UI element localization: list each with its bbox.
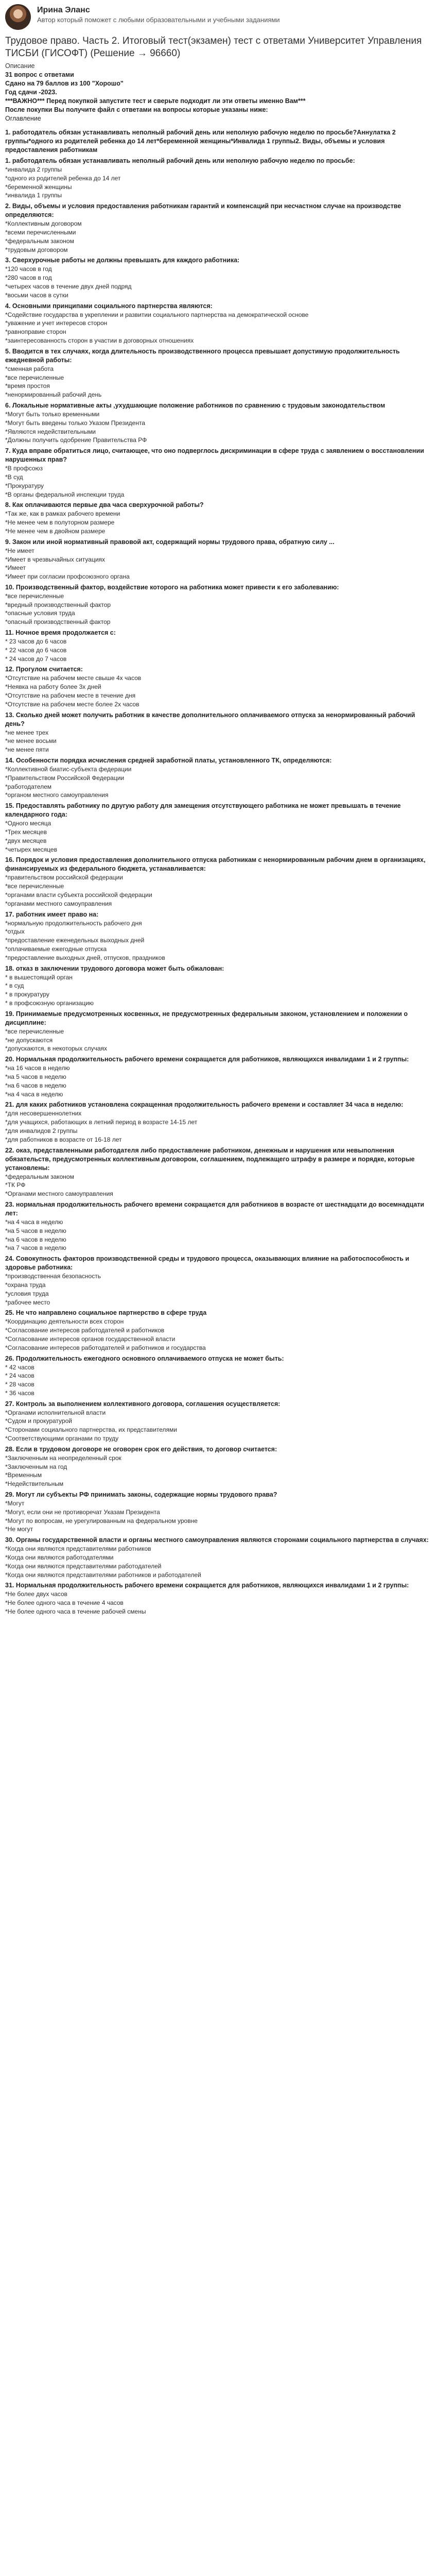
answer-option: *на 5 часов в неделю (5, 1073, 66, 1080)
question-text: 23. нормальная продолжительность рабочего времени сокращается для работников в возрасте от шестнадцати до восемнадцати лет: (5, 1200, 425, 1217)
answer-option: *Не более одного часа в течение рабочей смены (5, 1608, 146, 1616)
avatar[interactable] (5, 4, 31, 30)
answer-option: *В органы федеральной инспекции труда (5, 490, 125, 498)
answer-option: *допускаются, в некоторых случаях (5, 1045, 108, 1053)
question-block (5, 629, 431, 663)
answer-option: *Прокуратуру (5, 482, 44, 489)
question-text: 22. оказ, представленными работодателя либо предоставление работником, денежным и нарушения или невыполнения обязательств, предусмотренных коллективным договором, соглашением, подлежащего штрафу в размере и порядке, которые установлены: (5, 1146, 415, 1172)
answer-option: *сменная работа (5, 365, 54, 372)
question-block (5, 756, 431, 800)
answer-option: *опасные условия труда (5, 609, 75, 617)
answer-option: *время простоя (5, 382, 50, 390)
answer-option: *Когда они являются представителями работодателей (5, 1562, 162, 1570)
answer-option: *Судом и прокуратурой (5, 1417, 72, 1425)
answer-option: *на 4 часа в неделю (5, 1090, 63, 1098)
answer-option: *В профсоюз (5, 465, 43, 472)
question-text: 18. отказ в заключении трудового договора может быть обжалован: (5, 964, 224, 972)
answer-option: *на 6 часов в неделю (5, 1235, 66, 1243)
question-block (5, 1536, 431, 1579)
question-block (5, 1100, 431, 1144)
question-text: 11. Ночное время продолжается с: (5, 629, 116, 637)
answer-option: *Так же, как в рамках рабочего времени (5, 510, 120, 518)
question-text: 15. Предоставлять работнику по другую работу для замещения отсутствующего работника не может превышать в течение календарного года: (5, 802, 401, 819)
answer-option: *Трех месяцев (5, 828, 47, 836)
answer-option: *уважение и учет интересов сторон (5, 319, 108, 327)
question-text: 3. Сверхурочные работы не должны превышать для каждого работника: (5, 257, 240, 264)
description-line: Оглавление (5, 115, 41, 122)
question-block (5, 501, 431, 535)
answer-option: *федеральным законом (5, 237, 74, 245)
answer-option: *инвалида 2 группы (5, 166, 62, 173)
answer-option: *Могут быть введены только Указом Президента (5, 419, 145, 427)
question-text: 2. Виды, объемы и условия предоставления работникам гарантий и компенсаций при несчастном случае на производстве определяются: (5, 202, 402, 219)
question-text: 25. Не что направлено социальное партнерство в сфере труда (5, 1309, 207, 1317)
answer-option: *Должны получить одобрение Правительства РФ (5, 436, 147, 444)
answer-option: *все перечисленные (5, 1027, 64, 1035)
description-block (5, 71, 431, 123)
answer-option: *Могут по вопросам, не урегулированным на федеральном уровне (5, 1517, 198, 1524)
answer-option: *предоставление выходных дней, отпусков, праздников (5, 954, 165, 961)
author-card (5, 4, 431, 30)
answer-option: *не менее трех (5, 728, 49, 736)
answer-option: *Не могут (5, 1526, 33, 1533)
answer-option: *восьми часов в сутки (5, 291, 68, 299)
answer-option: *четырех месяцев (5, 845, 57, 853)
question-block (5, 401, 431, 445)
answer-option: *Не имеет (5, 547, 34, 554)
question-block (5, 583, 431, 626)
answer-option: *все перечисленные (5, 592, 64, 600)
answer-option: * в профсоюзную организацию (5, 999, 94, 1007)
answer-option: *Отсутствие на рабочем месте более 2х часов (5, 700, 139, 708)
answer-option: * в суд (5, 982, 24, 990)
answer-option: *Имеет в чрезвычайных ситуациях (5, 555, 106, 563)
answer-option: *четырех часов в течение двух дней подряд (5, 282, 132, 290)
question-block (5, 1146, 431, 1198)
answer-option: *предоставление еженедельных выходных дней (5, 937, 145, 944)
answer-option: *не менее восьми (5, 737, 57, 745)
answer-option: *заинтересованность сторон в участии в договорных отношениях (5, 336, 194, 344)
answer-option: *условия труда (5, 1290, 49, 1297)
question-text: 20. Нормальная продолжительность рабочего времени сокращается для работников, являющихся инвалидами 1 и 2 группы: (5, 1056, 409, 1063)
answer-option: *Могут, если они не противоречат Указам Президента (5, 1508, 160, 1516)
answer-option: *Органами местного самоуправления (5, 1190, 113, 1198)
answer-option: *для работников в возрасте от 16-18 лет (5, 1136, 122, 1143)
question-block (5, 964, 431, 1008)
answer-option: *Правительством Российской Федерации (5, 774, 125, 782)
question-text: 10. Производственный фактор, воздействие которого на работника может привести к его заболеванию: (5, 583, 339, 591)
question-text: 31. Нормальная продолжительность рабочего времени сокращается для работников, являющихся инвалидами 1 и 2 группы: (5, 1582, 409, 1589)
answer-option: *Не менее чем в полуторном размере (5, 519, 115, 527)
answer-option: * 36 часов (5, 1389, 34, 1397)
answer-option: *не допускаются (5, 1036, 53, 1044)
answer-option: *Сторонами социального партнерства, их представителями (5, 1426, 177, 1434)
answer-option: *органом местного самоуправления (5, 791, 109, 799)
question-block (5, 1581, 431, 1616)
answer-option: *одного из родителей ребенка до 14 лет (5, 174, 121, 182)
answer-option: *Имеет при согласии профсоюзного органа (5, 573, 130, 581)
description-label: Описание (5, 62, 35, 70)
question-text: 29. Могут ли субъекты РФ принимать законы, содержащие нормы трудового права? (5, 1491, 277, 1499)
question-text: 19. Принимаемые предусмотренных косвенных, не предусмотренных федеральным законом, установлением и положении о дисциплине: (5, 1010, 408, 1026)
question-block (5, 1055, 431, 1098)
author-info (37, 4, 280, 24)
answer-option: *Коллективной биатис-субъекта федерации (5, 766, 132, 773)
answer-option: *органами власти субъекта российской федерации (5, 891, 152, 899)
answer-option: *Не более одного часа в течение 4 часов (5, 1599, 124, 1607)
answer-option: *Согласование интересов работодателей и работников (5, 1327, 165, 1334)
answer-option: *ТК РФ (5, 1181, 26, 1189)
answer-option: *Не более двух часов (5, 1590, 67, 1598)
answer-option: *Неявка на работу более 3х дней (5, 683, 101, 691)
answer-option: *все перечисленные (5, 883, 64, 890)
question-text: 30. Органы государственной власти и органы местного самоуправления являются сторонами социального партнерства в случаях: (5, 1536, 429, 1544)
page-title: Трудовое право. Часть 2. Итоговый тест(экзамен) тест с ответами Университет Управления ТИСБИ (ГИСОФТ) (Решение → 96660) (5, 36, 422, 59)
question-text: 12. Прогулом считается: (5, 666, 83, 673)
answer-option: *Отсутствие на рабочем месте свыше 4х часов (5, 674, 142, 682)
question-block (5, 1309, 431, 1352)
answer-option: *Согласование интересов работодателей и работников и государства (5, 1344, 206, 1351)
answer-option: *на 5 часов в неделю (5, 1227, 66, 1234)
answer-option: *Могут быть только временными (5, 410, 100, 418)
answer-option: *Когда они являются работодателями (5, 1554, 114, 1562)
description-line: Год сдачи -2023. (5, 89, 57, 96)
question-block (5, 1490, 431, 1534)
question-block (5, 302, 431, 345)
answer-option: *федеральным законом (5, 1173, 74, 1180)
answer-option: *280 часов в год (5, 274, 52, 282)
question-block (5, 910, 431, 962)
answer-option: *все перечисленные (5, 374, 64, 381)
answer-option: *вредный производственный фактор (5, 601, 111, 608)
question-text: 1. работодатель обязан устанавливать неполный рабочий день или неполную рабочую неделю по просьбе: (5, 157, 355, 164)
description-line: ***ВАЖНО*** Перед покупкой запустите тест и сверьте подходит ли эти ответы именно Вам*** (5, 97, 306, 105)
question-text: 24. Совокупность факторов производственной среды и трудового процесса, оказывающих влияние на работоспособность и здоровье работника: (5, 1255, 409, 1272)
answer-option: * в вышестоящий орган (5, 973, 73, 981)
question-text: 27. Контроль за выполнением коллективного договора, соглашения осуществляется: (5, 1400, 281, 1408)
answer-option: *охрана труда (5, 1281, 46, 1289)
question-text: 14. Особенности порядка исчисления средней заработной платы, установленного ТК, определяются: (5, 757, 332, 765)
question-block (5, 711, 431, 754)
answer-option: *трудовым договором (5, 246, 68, 253)
answer-option: *правительством российской федерации (5, 874, 123, 882)
answer-option: *на 7 часов в неделю (5, 1244, 66, 1252)
description-line: Сдано на 79 баллов из 100 "Хорошо" (5, 80, 124, 87)
answer-option: *Временным (5, 1471, 42, 1479)
question-text: 7. Куда вправе обратиться лицо, считающее, что оно подверглось дискриминации в сфере труда с заявлением о восстановлении нарушенных прав? (5, 447, 424, 464)
answer-option: *не менее пяти (5, 746, 49, 754)
question-text: 26. Продолжительность ежегодного основного оплачиваемого отпуска не может быть: (5, 1354, 284, 1362)
question-block (5, 202, 431, 254)
answer-option: *производственная безопасность (5, 1273, 101, 1280)
question-block (5, 802, 431, 854)
answer-option: *ненормированный рабочий день (5, 391, 102, 399)
answer-option: *Отсутствие на рабочем месте в течение дня (5, 692, 136, 700)
answer-option: *В суд (5, 473, 23, 481)
question-text: 21. для каких работников установлена сокращенная продолжительность рабочего времени и составляет 34 часа в неделю: (5, 1101, 404, 1109)
answer-option: * 42 часов (5, 1363, 34, 1371)
answer-option: *на 4 часа в неделю (5, 1218, 63, 1226)
question-block (5, 856, 431, 908)
answer-option: *Заключенным на неопределенный срок (5, 1454, 121, 1462)
question-block (5, 538, 431, 581)
question-block (5, 347, 431, 399)
answer-option: *оплачиваемые ежегодные отпуска (5, 945, 107, 953)
answer-option: * в прокуратуру (5, 991, 49, 998)
description-line: 31 вопрос с ответами (5, 71, 74, 78)
answer-option: *двух месяцев (5, 837, 47, 844)
answer-option: *Когда они являются представителями работников (5, 1545, 151, 1553)
question-block (5, 665, 431, 708)
answer-option: *опасный производственный фактор (5, 618, 111, 626)
answer-option: *для инвалидов 2 группы (5, 1127, 78, 1134)
answer-option: *Коллективным договором (5, 220, 82, 228)
author-description: Автор который поможет с любыми образовательными и учебными заданиями (37, 16, 280, 24)
question-text: 4. Основными принципами социального партнерства являются: (5, 302, 213, 310)
question-text: 28. Если в трудовом договоре не оговорен срок его действия, то договор считается: (5, 1445, 277, 1453)
question-block (5, 1200, 431, 1252)
answer-option: *Заключенным на год (5, 1463, 67, 1470)
answer-option: *для несовершеннолетних (5, 1110, 82, 1117)
answer-option: *120 часов в год (5, 265, 52, 273)
answer-option: *Согласование интересов органов государственной власти (5, 1335, 176, 1343)
question-text: 5. Вводится в тех случаях, когда длительность производственного процесса превышает допустимую продолжительность ежедневной работы: (5, 347, 400, 364)
question-text: 16. Порядок и условия предоставления дополнительного отпуска работникам с ненормированным рабочим днем в организациях, финансируемых из федерального бюджета, устанавливается: (5, 856, 426, 873)
question-text: 17. работник имеет право на: (5, 910, 99, 918)
answer-option: *для учащихся, работающих в летний период в возрасте 14-15 лет (5, 1118, 198, 1126)
question-block (5, 256, 431, 299)
answer-option: *Являются недействительными (5, 428, 96, 435)
answer-option: *Недействительным (5, 1480, 64, 1488)
answer-option: *нормальную продолжительность рабочего дня (5, 919, 142, 927)
answer-option: *Могут (5, 1500, 25, 1507)
description-line: После покупки Вы получите файл с ответами на вопросы которые указаны ниже: (5, 106, 268, 113)
answer-option: *Не менее чем в двойном размере (5, 527, 106, 535)
answer-option: *на 16 часов в неделю (5, 1064, 70, 1072)
answer-option: *инвалида 1 группы (5, 192, 62, 199)
answer-option: * 28 часов (5, 1381, 34, 1388)
question-text: 13. Сколько дней может получить работник в качестве дополнительного оплачиваемого отпуска за ненормированный рабочий день? (5, 711, 415, 727)
question-text: 1. работодатель обязан устанавливать неполный рабочий день или неполную рабочую неделю по просьбе?Аннулатка 2 группы*одного из родителей ребенка до 14 лет*беременной женщины*Инвалида 1 группы2. Виды, объемы и условия предоставления работникам (5, 129, 396, 154)
question-block (5, 157, 431, 200)
answer-option: *рабочее место (5, 1298, 50, 1306)
question-text: 6. Локальные нормативные акты ,ухудшающие положение работников по сравнению с трудовым законодательством (5, 401, 386, 409)
question-text: 9. Закон или иной нормативный правовой акт, содержащий нормы трудового права, обратную силу ... (5, 538, 335, 546)
answer-option: *Органами исполнительной власти (5, 1409, 106, 1416)
question-block (5, 1255, 431, 1307)
author-name[interactable]: Ирина Эланс (37, 6, 90, 14)
answer-option: *Содействие государства в укреплении и развитии социального партнерства на демократической основе (5, 311, 309, 318)
answer-option: *равноправие сторон (5, 328, 66, 336)
question-block (5, 1010, 431, 1053)
question-block (5, 1445, 431, 1488)
answer-option: *Соответствующими органами по труду (5, 1435, 119, 1443)
answer-option: *на 6 часов в неделю (5, 1081, 66, 1089)
answer-option: *работодателем (5, 783, 52, 790)
answer-option: *органами местного самоуправления (5, 900, 112, 907)
answer-option: *отдых (5, 928, 25, 936)
answer-option: *беременной женщины (5, 183, 72, 191)
question-block (5, 447, 431, 499)
question-block (5, 1400, 431, 1443)
answer-option: *Когда они являются представителями работников и работодателей (5, 1571, 201, 1579)
answer-option: *Одного месяца (5, 820, 51, 827)
questions-list (5, 128, 431, 1616)
answer-option: *всеми перечисленными (5, 228, 76, 236)
answer-option: *Имеет (5, 564, 26, 572)
answer-option: *Координацию деятельности всех сторон (5, 1318, 124, 1326)
answer-option: * 22 часов до 6 часов (5, 646, 67, 654)
answer-option: * 24 часов (5, 1372, 34, 1380)
question-text: 8. Как оплачиваются первые два часа сверхурочной работы? (5, 501, 204, 509)
answer-option: * 24 часов до 7 часов (5, 655, 67, 663)
question-block (5, 128, 431, 155)
answer-option: * 23 часов до 6 часов (5, 638, 67, 646)
question-block (5, 1354, 431, 1398)
